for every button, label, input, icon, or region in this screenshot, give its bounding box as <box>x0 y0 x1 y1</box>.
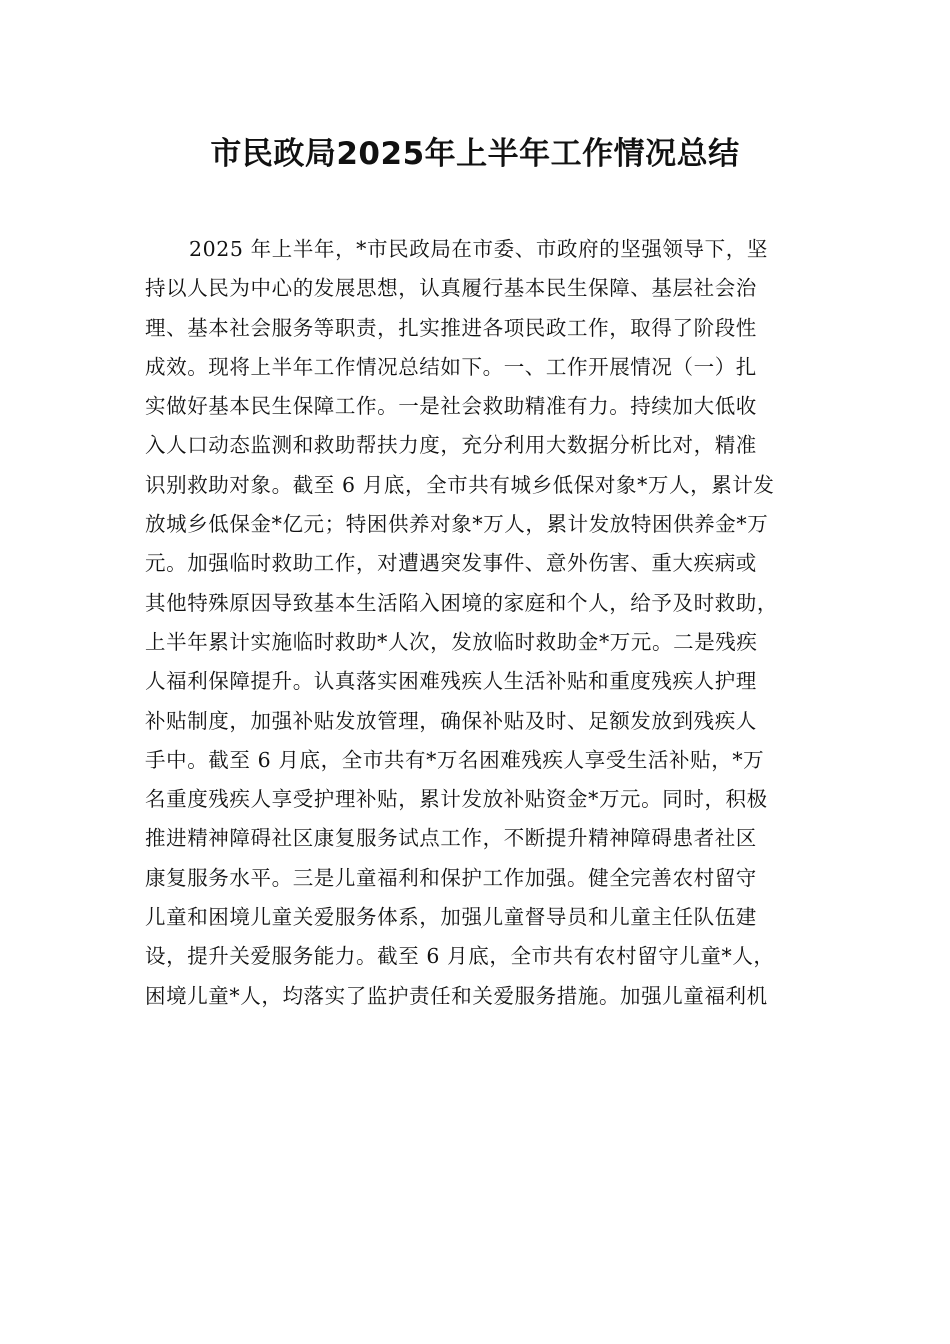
body-line: 成效。现将上半年工作情况总结如下。一、工作开展情况（一）扎 <box>145 354 757 379</box>
document-title: 市民政局2025年上半年工作情况总结 <box>210 136 740 172</box>
body-line: 设，提升关爱服务能力。截至 6 月底，全市共有农村留守儿童*人， <box>145 944 775 969</box>
body-line: 补贴制度，加强补贴发放管理，确保补贴及时、足额发放到残疾人 <box>145 708 757 733</box>
body-line: 元。加强临时救助工作，对遭遇突发事件、意外伤害、重大疾病或 <box>145 551 757 576</box>
body-line: 实做好基本民生保障工作。一是社会救助精准有力。持续加大低收 <box>145 394 757 419</box>
body-line: 2025 年上半年，*市民政局在市委、市政府的坚强领导下，坚 <box>189 237 768 261</box>
body-line: 其他特殊原因导致基本生活陷入困境的家庭和个人，给予及时救助， <box>145 590 778 615</box>
body-line: 持以人民为中心的发展思想，认真履行基本民生保障、基层社会治 <box>145 276 757 301</box>
body-line: 推进精神障碍社区康复服务试点工作，不断提升精神障碍患者社区 <box>145 826 757 851</box>
body-line: 手中。截至 6 月底，全市共有*万名困难残疾人享受生活补贴，*万 <box>145 747 765 772</box>
body-line: 人福利保障提升。认真落实困难残疾人生活补贴和重度残疾人护理 <box>145 669 757 694</box>
body-line: 理、基本社会服务等职责，扎实推进各项民政工作，取得了阶段性 <box>145 315 757 340</box>
body-line: 放城乡低保金*亿元；特困供养对象*万人，累计发放特困供养金*万 <box>145 512 769 537</box>
body-line: 困境儿童*人，均落实了监护责任和关爱服务措施。加强儿童福利机 <box>145 983 768 1008</box>
document-body <box>145 230 825 1016</box>
body-line: 入人口动态监测和救助帮扶力度，充分利用大数据分析比对，精准 <box>145 433 757 458</box>
body-line: 康复服务水平。三是儿童福利和保护工作加强。健全完善农村留守 <box>145 865 757 890</box>
body-line: 儿童和困境儿童关爱服务体系，加强儿童督导员和儿童主任队伍建 <box>145 905 757 930</box>
body-line: 名重度残疾人享受护理补贴，累计发放补贴资金*万元。同时，积极 <box>145 787 768 812</box>
body-line: 识别救助对象。截至 6 月底，全市共有城乡低保对象*万人，累计发 <box>145 472 775 497</box>
body-line: 上半年累计实施临时救助*人次，发放临时救助金*万元。二是残疾 <box>145 629 758 654</box>
